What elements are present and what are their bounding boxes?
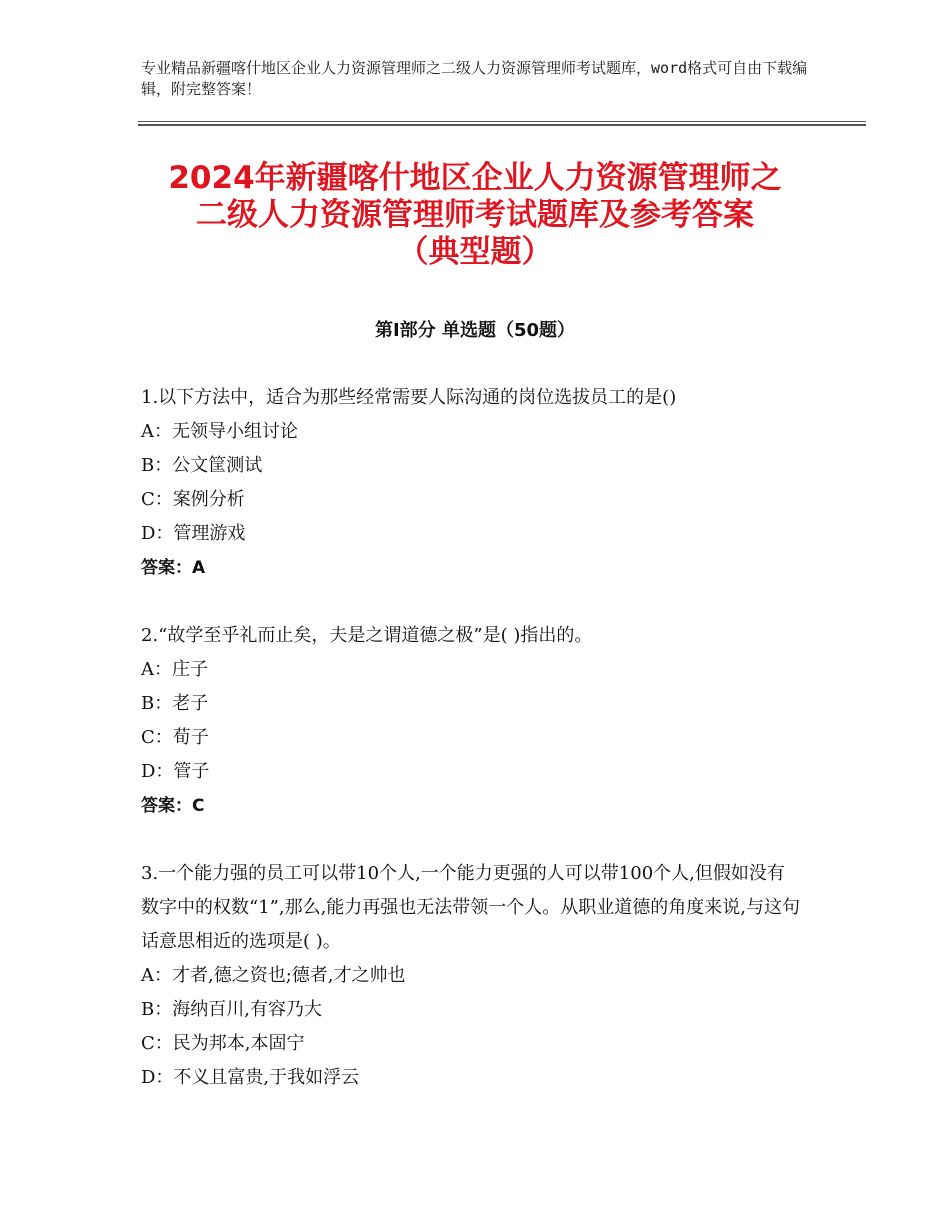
question-stem: 2.“故学至乎礼而止矣，夫是之谓道德之极”是( )指出的。 (141, 625, 593, 646)
question-1 (141, 381, 801, 585)
section-heading: 第Ⅰ部分 单选题（50题） (374, 320, 575, 341)
option-d: D：不义且富贵,于我如浮云 (141, 1067, 360, 1088)
answer-line: 答案：C (141, 796, 205, 816)
option-d: D：管子 (141, 761, 210, 782)
option-c: C：民为邦本,本固宁 (141, 1033, 305, 1054)
question-2 (141, 619, 801, 823)
title-line: （典型题） (397, 234, 553, 270)
header-note: 专业精品新疆喀什地区企业人力资源管理师之二级人力资源管理师考试题库，word格式可自由下载编辑，附完整答案！ (141, 59, 808, 98)
header-divider-thick (138, 124, 866, 126)
document-title (120, 160, 830, 271)
option-b: B：公文筐测试 (141, 455, 263, 476)
option-c: C：荀子 (141, 727, 209, 748)
title-line: 二级人力资源管理师考试题库及参考答案 (196, 197, 754, 233)
option-b: B：老子 (141, 693, 209, 714)
question-3 (141, 857, 801, 1095)
answer-line: 答案：A (141, 558, 206, 578)
option-a: A：庄子 (141, 659, 208, 680)
question-stem: 3.一个能力强的员工可以带10个人,一个能力更强的人可以带100个人,但假如没有数字中的权数“1”,那么,能力再强也无法带领一个人。从职业道德的角度来说,与这句话意思相近的选项是( )。 (141, 863, 801, 952)
question-stem: 1.以下方法中，适合为那些经常需要人际沟通的岗位选拔员工的是() (141, 387, 677, 408)
option-a: A：无领导小组讨论 (141, 421, 298, 442)
title-line: 2024年新疆喀什地区企业人力资源管理师之 (168, 160, 782, 196)
option-d: D：管理游戏 (141, 523, 246, 544)
option-c: C：案例分析 (141, 489, 245, 510)
header-divider-thin (138, 121, 866, 122)
option-a: A：才者,德之资也;德者,才之帅也 (141, 965, 406, 986)
option-b: B：海纳百川,有容乃大 (141, 999, 322, 1020)
